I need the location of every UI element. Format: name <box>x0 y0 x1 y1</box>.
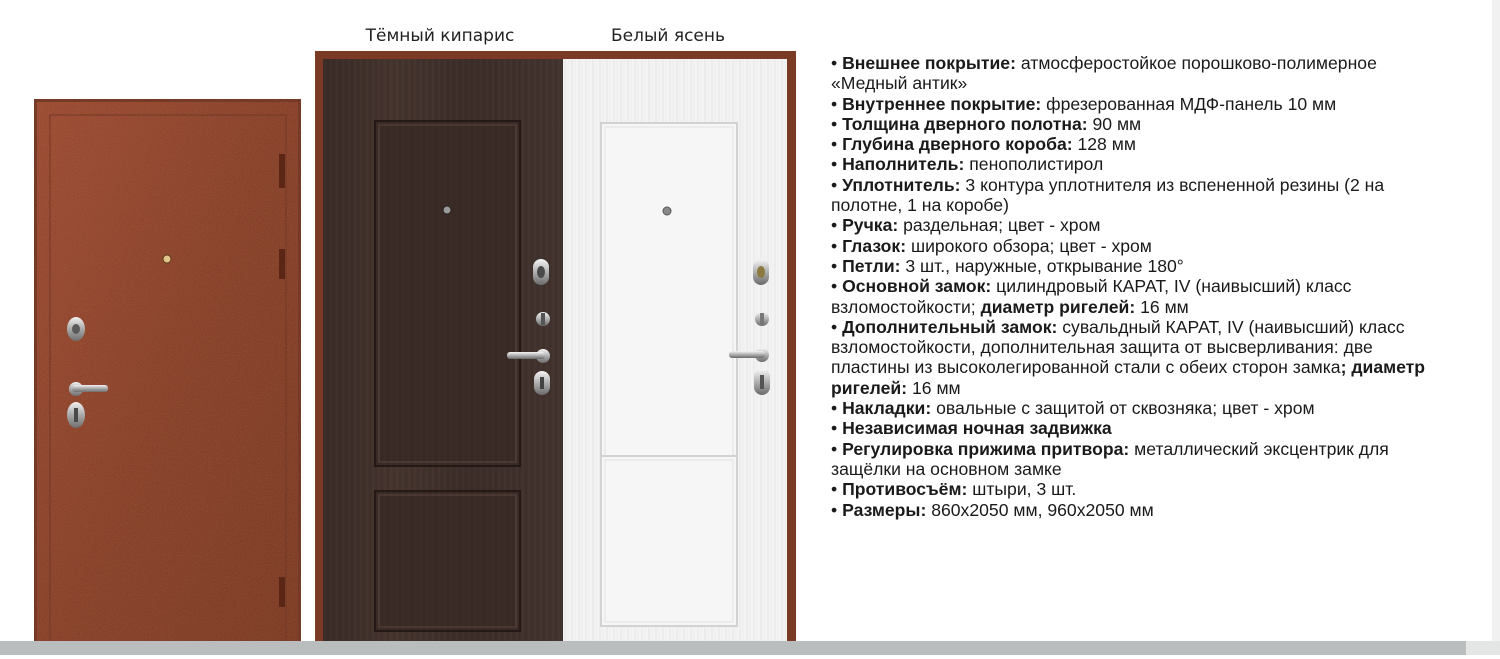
door-dark-cypress <box>315 51 563 641</box>
spec-item: • Глазок: широкого обзора; цвет - хром <box>831 235 1152 256</box>
lock-cylinder-icon <box>533 259 549 285</box>
peephole-icon <box>443 206 451 214</box>
peephole-icon <box>163 255 171 263</box>
spec-item: • Петли: 3 шт., наружные, открывание 180° <box>831 255 1184 276</box>
spec-item: • Дополнительный замок: сувальдный КАРАТ, IV (наивысший) класс взломостойкости, дополнительная защита от высверливания: две пластины из высоколегированной стали с обеих сторон замка; диаметр ригелей: 16 мм <box>831 316 1426 398</box>
spec-item: • Внешнее покрытие: атмосферостойкое порошково-полимерное «Медный антик» <box>831 53 1377 94</box>
lock-cylinder-icon <box>755 312 769 326</box>
lock-cylinder-icon <box>536 312 550 326</box>
spec-item: • Размеры: 860х2050 мм, 960х2050 мм <box>831 499 1154 520</box>
spec-item: • Глубина дверного короба: 128 мм <box>831 134 1136 155</box>
lock-cylinder-icon <box>67 402 85 428</box>
spec-item: • Наполнитель: пенополистирол <box>831 154 1104 175</box>
spec-item: • Ручка: раздельная; цвет - хром <box>831 215 1101 236</box>
right-edge-strip <box>1492 0 1500 641</box>
spec-item: • Толщина дверного полотна: 90 мм <box>831 113 1142 134</box>
variant-label-white-ash: Белый ясень <box>610 26 726 46</box>
spec-item: • Независимая ночная задвижка <box>831 418 1112 439</box>
spec-item: • Накладки: овальные с защитой от сквозняка; цвет - хром <box>831 398 1315 419</box>
door-outer-copper <box>34 99 301 654</box>
peephole-icon <box>663 207 671 215</box>
spec-item: • Уплотнитель: 3 контура уплотнителя из вспененной резины (2 на полотне, 1 на коробе) <box>831 174 1385 216</box>
lock-cylinder-icon <box>67 317 85 341</box>
lock-cylinder-icon <box>753 259 769 285</box>
bottom-divider-bar <box>0 641 1466 655</box>
specs-list <box>831 53 1431 520</box>
door-white-ash <box>563 51 796 641</box>
lock-cylinder-icon <box>754 369 770 395</box>
variant-label-dark-cypress: Тёмный кипарис <box>365 26 515 46</box>
spec-item: • Противосъём: штыри, 3 шт. <box>831 479 1077 500</box>
bottom-divider-end <box>1466 641 1500 655</box>
spec-item: • Основной замок: цилиндровый КАРАТ, IV (наивысший) класс взломостойкости; диаметр ригелей: 16 мм <box>831 276 1352 317</box>
spec-item: • Внутреннее покрытие: фрезерованная МДФ-панель 10 мм <box>831 93 1337 114</box>
lock-cylinder-icon <box>534 371 550 395</box>
spec-item: • Регулировка прижима притвора: металлический эксцентрик для защёлки на основном замке <box>831 438 1389 479</box>
